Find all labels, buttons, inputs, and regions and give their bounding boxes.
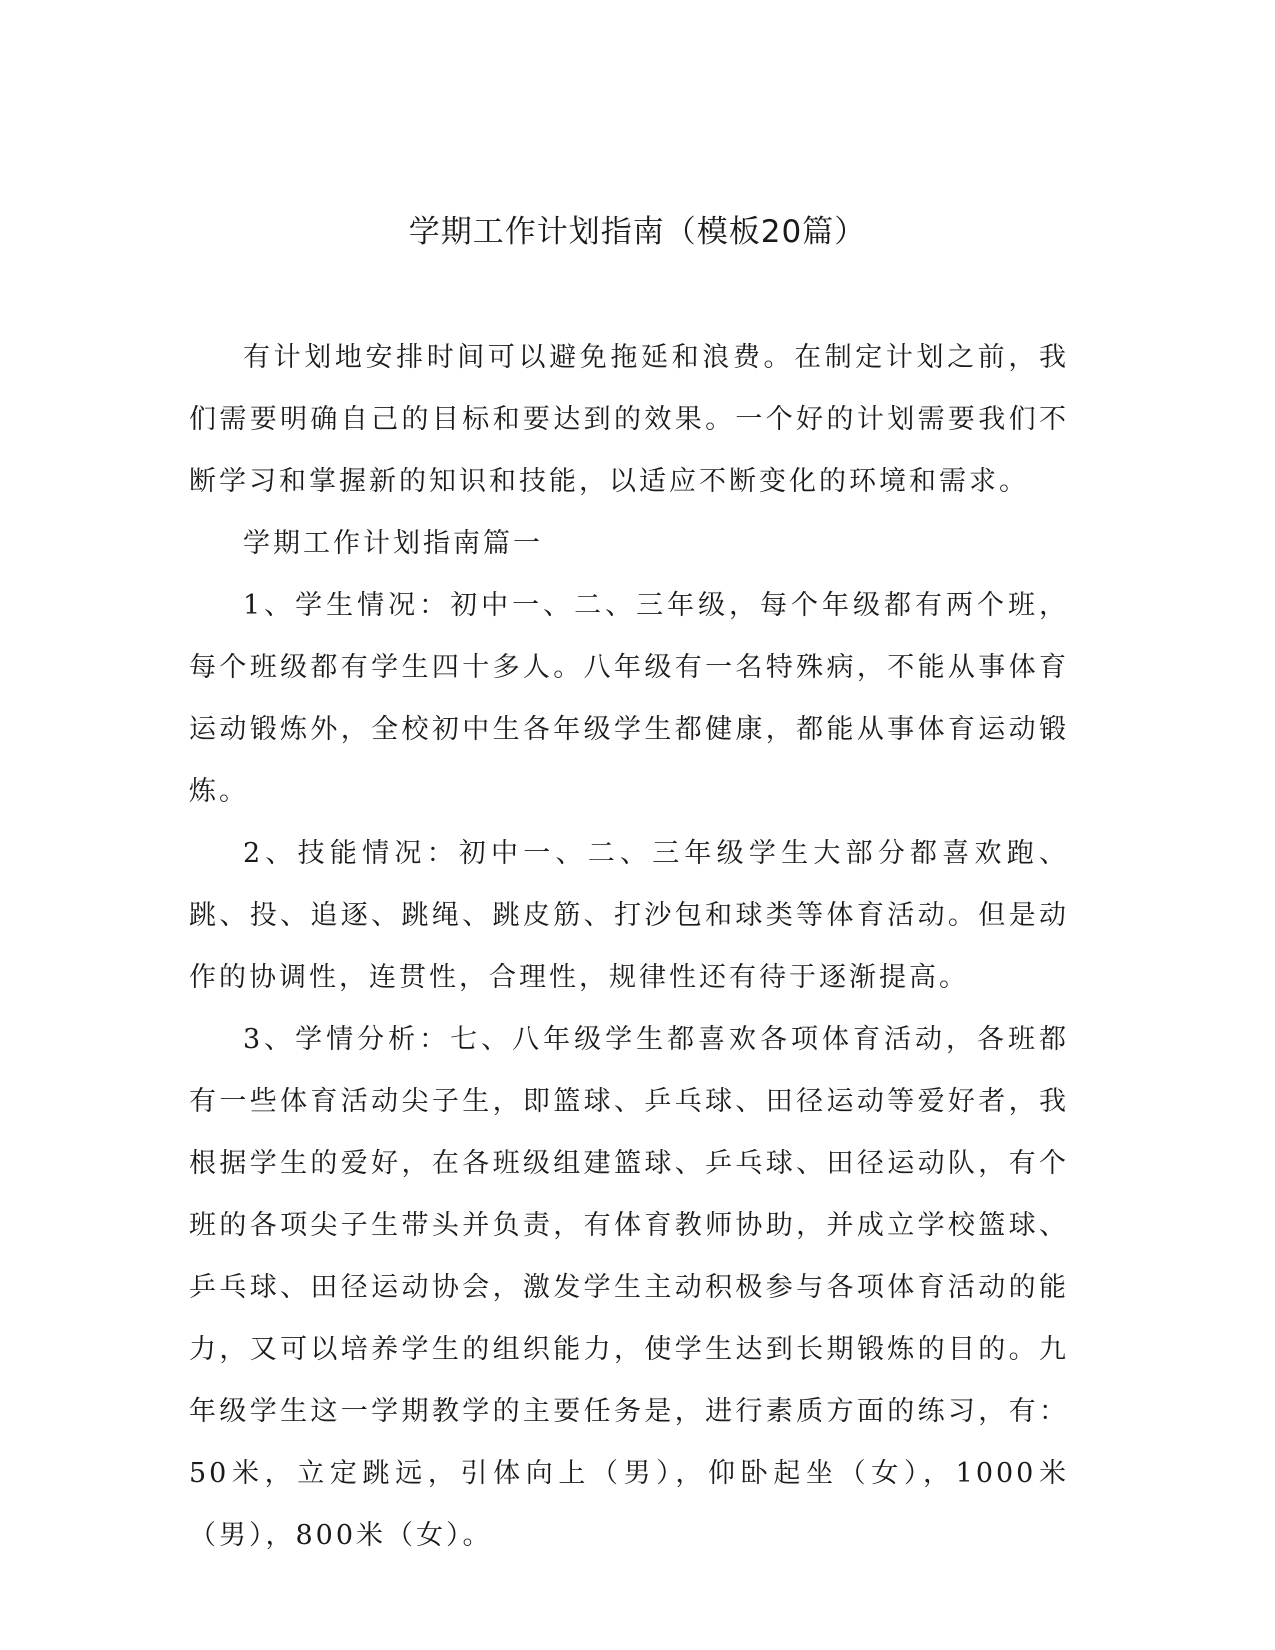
item-skill-situation: 2、技能情况：初中一、二、三年级学生大部分都喜欢跑、跳、投、追逐、跳绳、跳皮筋、打沙包和球类等体育活动。但是动作的协调性，连贯性，合理性，规律性还有待于逐渐提高。 [189,838,1069,993]
item-learning-analysis: 3、学情分析：七、八年级学生都喜欢各项体育活动，各班都有一些体育活动尖子生，即篮球、乒乓球、田径运动等爱好者，我根据学生的爱好，在各班级组建篮球、乒乓球、田径运动队，有个班的各项尖子生带头并负责，有体育教师协助，并成立学校篮球、乒乓球、田径运动协会，激发学生主动积极参与各项体育活动的能力，又可以培养学生的组织能力，使学生达到长期锻炼的目的。九年级学生这一学期教学的主要任务是，进行素质方面的练习，有：50米，立定跳远，引体向上（男），仰卧起坐（女），1000米（男），800米（女）。 [189,1024,1069,1551]
intro-paragraph: 有计划地安排时间可以避免拖延和浪费。在制定计划之前，我们需要明确自己的目标和要达到的效果。一个好的计划需要我们不断学习和掌握新的知识和技能，以适应不断变化的环境和需求。 [189,342,1069,497]
document-title: 学期工作计划指南（模板20篇） [408,214,867,250]
document-body [189,327,1069,1567]
item-student-situation: 1、学生情况：初中一、二、三年级，每个年级都有两个班，每个班级都有学生四十多人。八年级有一名特殊病，不能从事体育运动锻炼外，全校初中生各年级学生都健康，都能从事体育运动锻炼。 [189,590,1069,807]
section-heading: 学期工作计划指南篇一 [243,528,543,559]
